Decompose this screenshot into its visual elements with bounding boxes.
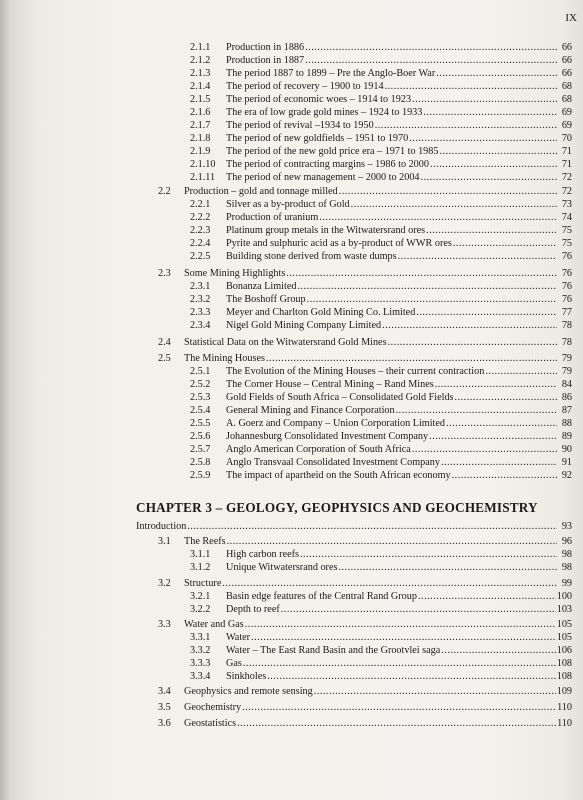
toc-entry[interactable]: 2.3.1 Bonanza Limited ..... 76 (190, 281, 572, 293)
toc-entry[interactable]: 2.2.3 Platinum group metals in the Witwatersrand ores ..... 75 (190, 225, 572, 237)
toc-section[interactable]: 2.2 Production – gold and tonnage milled ..... 72 (158, 186, 572, 198)
toc-entry[interactable]: 2.5.1 The Evolution of the Mining Houses – their current contraction ..... 79 (190, 366, 572, 378)
toc-section[interactable]: Introduction ..... 93 (136, 521, 572, 533)
toc-entry[interactable]: 2.1.11 The period of new management – 2000 to 2004 ..... 72 (190, 172, 572, 184)
toc-entry[interactable]: 2.2.1 Silver as a by-product of Gold ..... 73 (190, 199, 572, 211)
toc-entry[interactable]: 2.1.7 The period of revival –1934 to 1950 ..... 69 (190, 120, 572, 132)
toc-entry[interactable]: 2.1.5 The period of economic woes – 1914 to 1923 ..... 68 (190, 94, 572, 106)
toc-entry[interactable]: 2.1.10 The period of contracting margins – 1986 to 2000 ..... 71 (190, 159, 572, 171)
toc-entry[interactable]: 2.5.4 General Mining and Finance Corporation ..... 87 (190, 405, 572, 417)
toc-section[interactable]: 2.4 Statistical Data on the Witwatersrand Gold Mines ..... 78 (158, 337, 572, 349)
toc-entry[interactable]: 2.3.3 Meyer and Charlton Gold Mining Co. Limited ..... 77 (190, 307, 572, 319)
toc-entry[interactable]: 2.5.5 A. Goerz and Company – Union Corporation Limited ..... 88 (190, 418, 572, 430)
toc-entry[interactable]: 3.1.2 Unique Witwatersrand ores ..... 98 (190, 562, 572, 574)
toc-entry[interactable]: 2.5.9 The impact of apartheid on the South African economy ..... 92 (190, 470, 572, 482)
toc-section[interactable]: 3.3 Water and Gas ..... 105 (158, 619, 572, 631)
toc-entry[interactable]: 3.3.1 Water ..... 105 (190, 632, 572, 644)
toc-section[interactable]: 3.4 Geophysics and remote sensing ..... 109 (158, 686, 572, 698)
toc-entry[interactable]: 2.1.2 Production in 1887 ..... 66 (190, 55, 572, 67)
toc-entry[interactable]: 2.1.8 The period of new goldfields – 1951 to 1970 ..... 70 (190, 133, 572, 145)
toc-entry[interactable]: 2.5.2 The Corner House – Central Mining – Rand Mines ..... 84 (190, 379, 572, 391)
toc-entry[interactable]: 3.3.2 Water – The East Rand Basin and the Grootvlei saga ..... 106 (190, 645, 572, 657)
toc-section[interactable]: 3.1 The Reefs ..... 96 (158, 536, 572, 548)
toc-entry[interactable]: 2.3.4 Nigel Gold Mining Company Limited ..... 78 (190, 320, 572, 332)
page-number: IX (565, 12, 577, 24)
toc-entry[interactable]: 2.1.3 The period 1887 to 1899 – Pre the Anglo-Boer War ..... 66 (190, 68, 572, 80)
toc-section[interactable]: 2.3 Some Mining Highlights ..... 76 (158, 268, 572, 280)
toc-section[interactable]: 3.6 Geostatistics ..... 110 (158, 718, 572, 730)
toc-entry[interactable]: 2.5.8 Anglo Transvaal Consolidated Investment Company ..... 91 (190, 457, 572, 469)
toc-section[interactable]: 3.2 Structure ..... 99 (158, 578, 572, 590)
toc-entry[interactable]: 2.5.7 Anglo American Corporation of South Africa ..... 90 (190, 444, 572, 456)
toc-section[interactable]: 3.5 Geochemistry ..... 110 (158, 702, 572, 714)
toc-entry[interactable]: 2.2.2 Production of uranium ..... 74 (190, 212, 572, 224)
toc-entry[interactable]: 2.1.6 The era of low grade gold mines – 1924 to 1933 ..... 69 (190, 107, 572, 119)
toc-entry[interactable]: 3.2.1 Basin edge features of the Central Rand Group ..... 100 (190, 591, 572, 603)
toc-section[interactable]: 2.5 The Mining Houses ..... 79 (158, 353, 572, 365)
toc-entry[interactable]: 2.3.2 The Boshoff Group ..... 76 (190, 294, 572, 306)
toc-entry[interactable]: 3.2.2 Depth to reef ..... 103 (190, 604, 572, 616)
toc-entry[interactable]: 2.5.6 Johannesburg Consolidated Investment Company ..... 89 (190, 431, 572, 443)
toc-entry[interactable]: 2.1.4 The period of recovery – 1900 to 1914 ..... 68 (190, 81, 572, 93)
toc-entry[interactable]: 3.3.3 Gas ..... 108 (190, 658, 572, 670)
toc-entry[interactable]: 2.1.9 The period of the new gold price era – 1971 to 1985 ..... 71 (190, 146, 572, 158)
toc-entry[interactable]: 3.3.4 Sinkholes ..... 108 (190, 671, 572, 683)
toc-entry[interactable]: 2.2.4 Pyrite and sulphuric acid as a by-product of WWR ores ..... 75 (190, 238, 572, 250)
toc-entry[interactable]: 3.1.1 High carbon reefs ..... 98 (190, 549, 572, 561)
toc-entry[interactable]: 2.2.5 Building stone derived from waste dumps ..... 76 (190, 251, 572, 263)
toc-entry[interactable]: 2.5.3 Gold Fields of South Africa – Consolidated Gold Fields ..... 86 (190, 392, 572, 404)
toc-entry[interactable]: 2.1.1 Production in 1886 ..... 66 (190, 42, 572, 54)
chapter-heading: CHAPTER 3 – GEOLOGY, GEOPHYSICS AND GEOCHEMISTRY (136, 500, 538, 515)
